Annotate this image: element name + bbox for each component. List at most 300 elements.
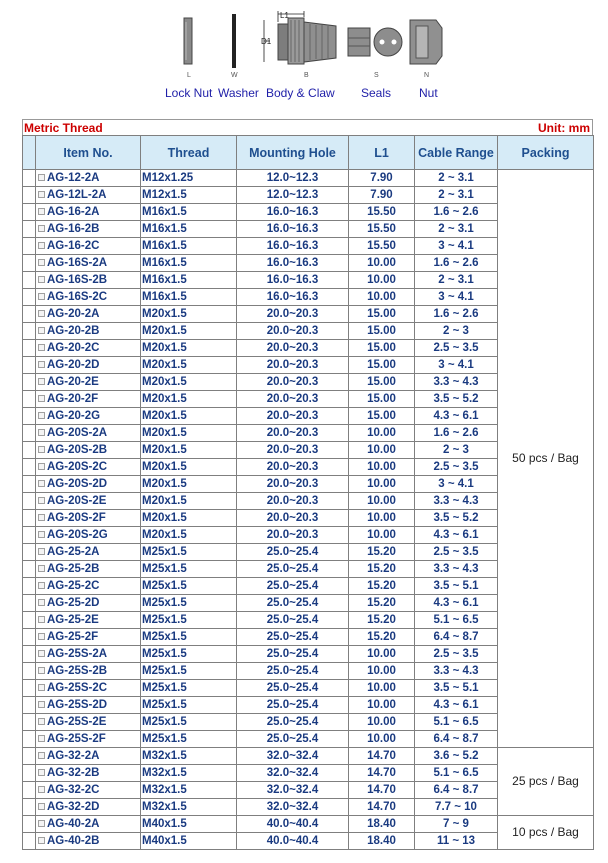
- cell-l1: 7.90: [349, 187, 415, 204]
- cell-thread: M16x1.5: [141, 221, 237, 238]
- cell-cable-range: 3.3 ~ 4.3: [415, 561, 498, 578]
- row-blank-cell: [23, 255, 36, 272]
- checkbox-icon[interactable]: [38, 803, 45, 810]
- cell-mounting-hole: 20.0~20.3: [237, 357, 349, 374]
- cell-item-no: [36, 646, 141, 663]
- cell-item-no: [36, 425, 141, 442]
- cell-item-no: [36, 221, 141, 238]
- cell-l1: 15.00: [349, 408, 415, 425]
- row-blank-cell: [23, 561, 36, 578]
- cell-mounting-hole: 25.0~25.4: [237, 731, 349, 748]
- header-cable-range: Cable Range: [415, 136, 498, 170]
- item-no-text: AG-20S-2B: [47, 443, 108, 456]
- cell-cable-range: 3.3 ~ 4.3: [415, 493, 498, 510]
- item-no-text: AG-40-2B: [47, 834, 100, 847]
- label-nut: Nut: [419, 86, 438, 100]
- cell-item-no: [36, 663, 141, 680]
- cell-cable-range: 6.4 ~ 8.7: [415, 629, 498, 646]
- cell-thread: M20x1.5: [141, 493, 237, 510]
- item-no-text: AG-20-2E: [47, 375, 99, 388]
- cell-thread: M25x1.5: [141, 680, 237, 697]
- cell-mounting-hole: 40.0~40.4: [237, 816, 349, 833]
- checkbox-icon[interactable]: [38, 480, 45, 487]
- cell-mounting-hole: 25.0~25.4: [237, 612, 349, 629]
- cell-l1: 7.90: [349, 170, 415, 187]
- unit-label: Unit: mm: [538, 121, 590, 135]
- checkbox-icon[interactable]: [38, 395, 45, 402]
- cell-mounting-hole: 16.0~16.3: [237, 221, 349, 238]
- cell-cable-range: 4.3 ~ 6.1: [415, 697, 498, 714]
- item-no-text: AG-20S-2D: [47, 477, 108, 490]
- cell-item-no: [36, 765, 141, 782]
- cell-cable-range: 4.3 ~ 6.1: [415, 408, 498, 425]
- checkbox-icon[interactable]: [38, 412, 45, 419]
- cell-l1: 10.00: [349, 289, 415, 306]
- checkbox-icon[interactable]: [38, 174, 45, 181]
- cell-mounting-hole: 16.0~16.3: [237, 255, 349, 272]
- item-no-text: AG-25S-2D: [47, 698, 108, 711]
- cell-mounting-hole: 25.0~25.4: [237, 663, 349, 680]
- cell-item-no: [36, 578, 141, 595]
- cell-cable-range: 4.3 ~ 6.1: [415, 595, 498, 612]
- cell-cable-range: 5.1 ~ 6.5: [415, 765, 498, 782]
- cell-cable-range: 3 ~ 4.1: [415, 476, 498, 493]
- cell-l1: 10.00: [349, 493, 415, 510]
- cell-thread: M20x1.5: [141, 374, 237, 391]
- body-drawing: [264, 11, 336, 64]
- row-blank-cell: [23, 731, 36, 748]
- cell-cable-range: 3.5 ~ 5.2: [415, 510, 498, 527]
- row-blank-cell: [23, 646, 36, 663]
- checkbox-icon[interactable]: [38, 378, 45, 385]
- header-packing: Packing: [498, 136, 594, 170]
- item-no-text: AG-32-2A: [47, 749, 100, 762]
- cell-item-no: [36, 544, 141, 561]
- seals-drawing: [348, 28, 402, 56]
- dim-d1: D1: [261, 37, 272, 46]
- checkbox-icon[interactable]: [38, 650, 45, 657]
- cell-l1: 10.00: [349, 680, 415, 697]
- row-blank-cell: [23, 442, 36, 459]
- parts-diagram: [0, 0, 608, 112]
- cell-l1: 10.00: [349, 425, 415, 442]
- row-blank-cell: [23, 357, 36, 374]
- checkbox-icon[interactable]: [38, 565, 45, 572]
- cell-l1: 10.00: [349, 272, 415, 289]
- cell-cable-range: 2 ~ 3.1: [415, 272, 498, 289]
- label-lock-nut: Lock Nut: [165, 86, 213, 100]
- item-no-text: AG-25S-2C: [47, 681, 108, 694]
- checkbox-icon[interactable]: [38, 191, 45, 198]
- item-no-text: AG-32-2B: [47, 766, 100, 779]
- cell-cable-range: 11 ~ 13: [415, 833, 498, 850]
- cell-cable-range: 7 ~ 9: [415, 816, 498, 833]
- cell-item-no: [36, 238, 141, 255]
- checkbox-icon[interactable]: [38, 514, 45, 521]
- cell-l1: 14.70: [349, 748, 415, 765]
- cell-thread: M16x1.5: [141, 204, 237, 221]
- row-blank-cell: [23, 493, 36, 510]
- item-no-text: AG-16S-2A: [47, 256, 108, 269]
- cell-item-no: [36, 476, 141, 493]
- checkbox-icon[interactable]: [38, 361, 45, 368]
- checkbox-icon[interactable]: [38, 497, 45, 504]
- spec-body: [23, 170, 594, 850]
- table-title: Metric Thread: [24, 121, 103, 135]
- letter-b: B: [304, 72, 309, 79]
- cell-thread: M32x1.5: [141, 748, 237, 765]
- cell-l1: 15.20: [349, 578, 415, 595]
- row-blank-cell: [23, 476, 36, 493]
- item-no-text: AG-25-2F: [47, 630, 99, 643]
- cell-thread: M20x1.5: [141, 340, 237, 357]
- cell-item-no: [36, 374, 141, 391]
- cell-mounting-hole: 16.0~16.3: [237, 272, 349, 289]
- cell-item-no: [36, 170, 141, 187]
- row-blank-cell: [23, 799, 36, 816]
- cell-l1: 10.00: [349, 527, 415, 544]
- cell-item-no: [36, 391, 141, 408]
- cell-item-no: [36, 510, 141, 527]
- cell-thread: M16x1.5: [141, 289, 237, 306]
- cell-mounting-hole: 12.0~12.3: [237, 170, 349, 187]
- cell-l1: 15.20: [349, 544, 415, 561]
- cell-item-no: [36, 204, 141, 221]
- cell-thread: M25x1.5: [141, 697, 237, 714]
- cell-thread: M32x1.5: [141, 782, 237, 799]
- cell-cable-range: 2 ~ 3.1: [415, 187, 498, 204]
- item-no-text: AG-25-2A: [47, 545, 100, 558]
- item-no-text: AG-25-2C: [47, 579, 100, 592]
- cell-thread: M25x1.5: [141, 595, 237, 612]
- row-blank-cell: [23, 714, 36, 731]
- cell-cable-range: 3.6 ~ 5.2: [415, 748, 498, 765]
- cell-item-no: [36, 289, 141, 306]
- cell-cable-range: 3.5 ~ 5.1: [415, 578, 498, 595]
- cell-mounting-hole: 20.0~20.3: [237, 306, 349, 323]
- cell-mounting-hole: 20.0~20.3: [237, 510, 349, 527]
- cell-mounting-hole: 12.0~12.3: [237, 187, 349, 204]
- row-blank-cell: [23, 374, 36, 391]
- cell-l1: 10.00: [349, 731, 415, 748]
- cell-mounting-hole: 20.0~20.3: [237, 476, 349, 493]
- header-thread: Thread: [141, 136, 237, 170]
- checkbox-icon[interactable]: [38, 616, 45, 623]
- cell-mounting-hole: 32.0~32.4: [237, 782, 349, 799]
- row-blank-cell: [23, 680, 36, 697]
- table-title-bar: [22, 119, 593, 135]
- cell-l1: 18.40: [349, 833, 415, 850]
- washer-drawing: [232, 14, 236, 68]
- item-no-text: AG-20-2C: [47, 341, 100, 354]
- checkbox-icon[interactable]: [38, 344, 45, 351]
- row-blank-cell: [23, 170, 36, 187]
- lock-nut-drawing: [184, 18, 192, 64]
- cell-cable-range: 2 ~ 3.1: [415, 170, 498, 187]
- checkbox-icon[interactable]: [38, 310, 45, 317]
- cell-item-no: [36, 799, 141, 816]
- cell-thread: M20x1.5: [141, 425, 237, 442]
- cell-thread: M12x1.25: [141, 170, 237, 187]
- cell-cable-range: 1.6 ~ 2.6: [415, 306, 498, 323]
- cell-mounting-hole: 20.0~20.3: [237, 442, 349, 459]
- checkbox-icon[interactable]: [38, 429, 45, 436]
- cell-item-no: [36, 340, 141, 357]
- cell-cable-range: 3.3 ~ 4.3: [415, 374, 498, 391]
- cell-item-no: [36, 748, 141, 765]
- row-blank-cell: [23, 204, 36, 221]
- cell-thread: M25x1.5: [141, 561, 237, 578]
- checkbox-icon[interactable]: [38, 208, 45, 215]
- checkbox-icon[interactable]: [38, 463, 45, 470]
- cell-item-no: [36, 629, 141, 646]
- cell-item-no: [36, 306, 141, 323]
- packing-cell: 25 pcs / Bag: [498, 748, 594, 816]
- row-blank-cell: [23, 578, 36, 595]
- cell-l1: 15.00: [349, 374, 415, 391]
- row-blank-cell: [23, 527, 36, 544]
- cell-cable-range: 6.4 ~ 8.7: [415, 731, 498, 748]
- cell-l1: 10.00: [349, 510, 415, 527]
- cell-thread: M25x1.5: [141, 663, 237, 680]
- cell-item-no: [36, 816, 141, 833]
- cell-item-no: [36, 731, 141, 748]
- item-no-text: AG-20S-2F: [47, 511, 106, 524]
- checkbox-icon[interactable]: [38, 276, 45, 283]
- cell-mounting-hole: 25.0~25.4: [237, 680, 349, 697]
- item-no-text: AG-20S-2E: [47, 494, 107, 507]
- cell-item-no: [36, 833, 141, 850]
- cell-cable-range: 3 ~ 4.1: [415, 238, 498, 255]
- cell-cable-range: 3.5 ~ 5.2: [415, 391, 498, 408]
- item-no-text: AG-20-2A: [47, 307, 100, 320]
- item-no-text: AG-16-2A: [47, 205, 100, 218]
- row-blank-cell: [23, 544, 36, 561]
- cell-mounting-hole: 25.0~25.4: [237, 629, 349, 646]
- checkbox-icon[interactable]: [38, 582, 45, 589]
- item-no-text: AG-12-2A: [47, 171, 100, 184]
- cell-thread: M25x1.5: [141, 629, 237, 646]
- checkbox-icon[interactable]: [38, 225, 45, 232]
- item-no-text: AG-16S-2B: [47, 273, 108, 286]
- row-blank-cell: [23, 782, 36, 799]
- row-blank-cell: [23, 323, 36, 340]
- cell-thread: M20x1.5: [141, 323, 237, 340]
- row-blank-cell: [23, 510, 36, 527]
- checkbox-icon[interactable]: [38, 735, 45, 742]
- dim-l1: L1: [280, 11, 289, 20]
- item-no-text: AG-16-2B: [47, 222, 100, 235]
- cell-mounting-hole: 20.0~20.3: [237, 527, 349, 544]
- table-row: [23, 816, 594, 833]
- cell-thread: M16x1.5: [141, 255, 237, 272]
- cell-item-no: [36, 272, 141, 289]
- cell-mounting-hole: 25.0~25.4: [237, 697, 349, 714]
- cell-item-no: [36, 561, 141, 578]
- cell-item-no: [36, 408, 141, 425]
- item-no-text: AG-12L-2A: [47, 188, 107, 201]
- cell-mounting-hole: 25.0~25.4: [237, 646, 349, 663]
- cell-l1: 10.00: [349, 697, 415, 714]
- checkbox-icon[interactable]: [38, 837, 45, 844]
- cell-l1: 15.50: [349, 221, 415, 238]
- checkbox-icon[interactable]: [38, 701, 45, 708]
- item-no-text: AG-32-2D: [47, 800, 100, 813]
- item-no-text: AG-16S-2C: [47, 290, 108, 303]
- cell-mounting-hole: 20.0~20.3: [237, 391, 349, 408]
- header-row: [23, 136, 594, 170]
- row-blank-cell: [23, 221, 36, 238]
- header-blank: [23, 136, 36, 170]
- checkbox-icon[interactable]: [38, 786, 45, 793]
- checkbox-icon[interactable]: [38, 327, 45, 334]
- cell-l1: 15.00: [349, 306, 415, 323]
- cell-thread: M25x1.5: [141, 612, 237, 629]
- item-no-text: AG-25-2E: [47, 613, 99, 626]
- row-blank-cell: [23, 833, 36, 850]
- cell-cable-range: 7.7 ~ 10: [415, 799, 498, 816]
- header-mounting-hole: Mounting Hole: [237, 136, 349, 170]
- checkbox-icon[interactable]: [38, 259, 45, 266]
- row-blank-cell: [23, 459, 36, 476]
- cell-l1: 18.40: [349, 816, 415, 833]
- cell-l1: 15.20: [349, 561, 415, 578]
- cell-mounting-hole: 20.0~20.3: [237, 340, 349, 357]
- cell-l1: 10.00: [349, 476, 415, 493]
- table-row: [23, 170, 594, 187]
- row-blank-cell: [23, 238, 36, 255]
- checkbox-icon[interactable]: [38, 293, 45, 300]
- cell-mounting-hole: 20.0~20.3: [237, 408, 349, 425]
- checkbox-icon[interactable]: [38, 752, 45, 759]
- cell-l1: 15.00: [349, 357, 415, 374]
- cell-item-no: [36, 323, 141, 340]
- cell-thread: M20x1.5: [141, 357, 237, 374]
- cell-item-no: [36, 680, 141, 697]
- cell-mounting-hole: 25.0~25.4: [237, 561, 349, 578]
- item-no-text: AG-20-2D: [47, 358, 100, 371]
- cell-cable-range: 1.6 ~ 2.6: [415, 255, 498, 272]
- spec-table: [22, 135, 594, 850]
- cell-cable-range: 2 ~ 3: [415, 323, 498, 340]
- row-blank-cell: [23, 391, 36, 408]
- cell-item-no: [36, 782, 141, 799]
- checkbox-icon[interactable]: [38, 599, 45, 606]
- cell-thread: M20x1.5: [141, 442, 237, 459]
- row-blank-cell: [23, 816, 36, 833]
- cell-l1: 10.00: [349, 714, 415, 731]
- checkbox-icon[interactable]: [38, 684, 45, 691]
- header-item-no: Item No.: [36, 136, 141, 170]
- cell-item-no: [36, 357, 141, 374]
- cell-thread: M25x1.5: [141, 646, 237, 663]
- checkbox-icon[interactable]: [38, 242, 45, 249]
- cell-thread: M25x1.5: [141, 714, 237, 731]
- label-body-claw: Body & Claw: [266, 86, 335, 100]
- cell-cable-range: 2 ~ 3.1: [415, 221, 498, 238]
- cell-mounting-hole: 20.0~20.3: [237, 374, 349, 391]
- item-no-text: AG-25S-2A: [47, 647, 108, 660]
- header-l1: L1: [349, 136, 415, 170]
- cell-cable-range: 1.6 ~ 2.6: [415, 204, 498, 221]
- item-no-text: AG-20-2F: [47, 392, 99, 405]
- cell-cable-range: 5.1 ~ 6.5: [415, 612, 498, 629]
- letter-l: L: [187, 72, 191, 79]
- row-blank-cell: [23, 340, 36, 357]
- cell-l1: 10.00: [349, 442, 415, 459]
- cell-mounting-hole: 40.0~40.4: [237, 833, 349, 850]
- cell-mounting-hole: 32.0~32.4: [237, 765, 349, 782]
- cell-l1: 14.70: [349, 799, 415, 816]
- item-no-text: AG-20-2B: [47, 324, 100, 337]
- table-row: [23, 748, 594, 765]
- letter-w: W: [231, 72, 238, 79]
- cell-mounting-hole: 16.0~16.3: [237, 204, 349, 221]
- cell-cable-range: 2.5 ~ 3.5: [415, 340, 498, 357]
- cell-item-no: [36, 697, 141, 714]
- cell-thread: M12x1.5: [141, 187, 237, 204]
- cell-cable-range: 4.3 ~ 6.1: [415, 527, 498, 544]
- cell-thread: M25x1.5: [141, 731, 237, 748]
- cell-item-no: [36, 714, 141, 731]
- cell-mounting-hole: 20.0~20.3: [237, 425, 349, 442]
- row-blank-cell: [23, 408, 36, 425]
- cell-thread: M25x1.5: [141, 578, 237, 595]
- cell-thread: M20x1.5: [141, 408, 237, 425]
- cell-thread: M20x1.5: [141, 459, 237, 476]
- checkbox-icon[interactable]: [38, 769, 45, 776]
- item-no-text: AG-20S-2G: [47, 528, 108, 541]
- cell-thread: M20x1.5: [141, 476, 237, 493]
- checkbox-icon[interactable]: [38, 667, 45, 674]
- checkbox-icon[interactable]: [38, 548, 45, 555]
- checkbox-icon[interactable]: [38, 633, 45, 640]
- item-no-text: AG-20S-2A: [47, 426, 108, 439]
- cell-cable-range: 2.5 ~ 3.5: [415, 459, 498, 476]
- cell-cable-range: 5.1 ~ 6.5: [415, 714, 498, 731]
- cell-item-no: [36, 255, 141, 272]
- checkbox-icon[interactable]: [38, 446, 45, 453]
- cell-item-no: [36, 493, 141, 510]
- cell-thread: M32x1.5: [141, 799, 237, 816]
- packing-cell: 10 pcs / Bag: [498, 816, 594, 850]
- cell-l1: 15.20: [349, 595, 415, 612]
- nut-drawing: [410, 20, 442, 64]
- cell-l1: 10.00: [349, 459, 415, 476]
- cell-thread: M20x1.5: [141, 306, 237, 323]
- cell-thread: M20x1.5: [141, 527, 237, 544]
- row-blank-cell: [23, 612, 36, 629]
- cell-l1: 10.00: [349, 255, 415, 272]
- item-no-text: AG-16-2C: [47, 239, 100, 252]
- cell-thread: M25x1.5: [141, 544, 237, 561]
- cell-item-no: [36, 527, 141, 544]
- cell-mounting-hole: 20.0~20.3: [237, 459, 349, 476]
- cell-cable-range: 3.5 ~ 5.1: [415, 680, 498, 697]
- cell-mounting-hole: 20.0~20.3: [237, 323, 349, 340]
- cell-l1: 10.00: [349, 646, 415, 663]
- checkbox-icon[interactable]: [38, 820, 45, 827]
- row-blank-cell: [23, 272, 36, 289]
- row-blank-cell: [23, 425, 36, 442]
- checkbox-icon[interactable]: [38, 531, 45, 538]
- packing-cell: 50 pcs / Bag: [498, 170, 594, 748]
- cell-l1: 15.00: [349, 340, 415, 357]
- row-blank-cell: [23, 306, 36, 323]
- cell-cable-range: 1.6 ~ 2.6: [415, 425, 498, 442]
- label-seals: Seals: [361, 86, 392, 100]
- checkbox-icon[interactable]: [38, 718, 45, 725]
